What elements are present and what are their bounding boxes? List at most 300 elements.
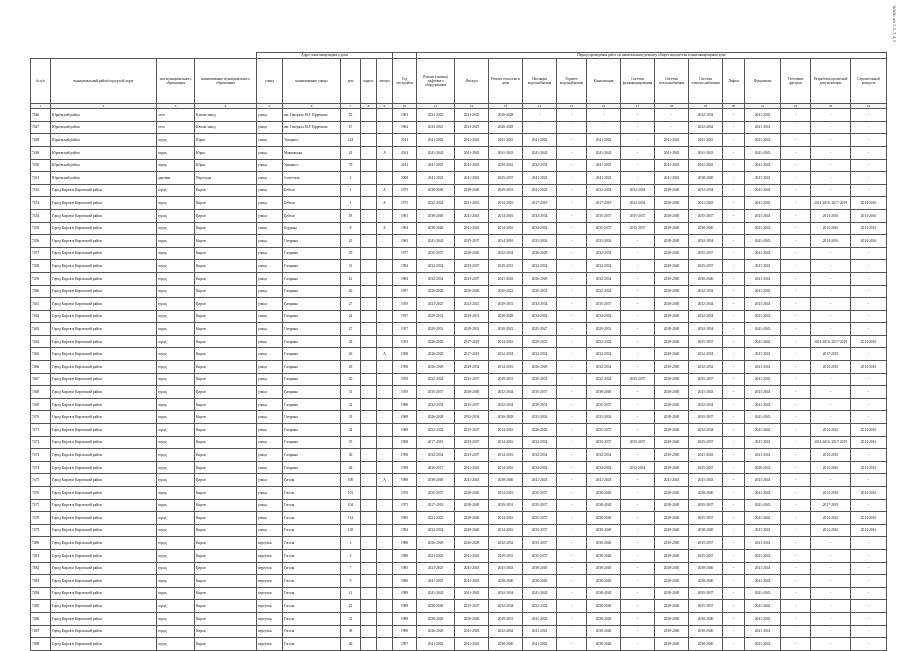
- table-cell: 2041-2043: [689, 159, 723, 172]
- table-cell: -: [811, 272, 851, 285]
- table-cell: Киров: [195, 537, 257, 550]
- table-cell: -: [781, 524, 811, 537]
- table-cell: улица: [257, 159, 283, 172]
- column-header: № п/п: [31, 59, 51, 104]
- table-cell: 2035-2037: [455, 600, 489, 613]
- table-cell: -: [723, 549, 745, 562]
- table-cell: 2029-2031: [489, 373, 523, 386]
- table-cell: 1985: [393, 512, 417, 525]
- table-cell: Город Киров и Кировский район: [51, 260, 157, 273]
- table-cell: 2038-2040: [587, 562, 621, 575]
- table-row: [31, 134, 887, 147]
- table-cell: 2038-2040: [655, 348, 689, 361]
- table-cell: -: [557, 209, 587, 222]
- table-cell: 2038-2040: [587, 575, 621, 588]
- table-cell: 1964: [393, 121, 417, 134]
- table-cell: 2041-2043: [745, 373, 781, 386]
- table-cell: 2032-2034: [587, 373, 621, 386]
- table-cell: 2041-2043: [745, 335, 781, 348]
- table-cell: Киров: [195, 638, 257, 651]
- table-cell: -: [781, 411, 811, 424]
- table-cell: 2038-2040: [655, 600, 689, 613]
- table-cell: [361, 436, 377, 449]
- table-cell: 2041-2043: [745, 159, 781, 172]
- table-cell: город: [157, 222, 195, 235]
- table-cell: город: [157, 625, 195, 638]
- table-cell: 2032-2034: [417, 424, 455, 437]
- table-cell: 2038-2040: [655, 272, 689, 285]
- table-cell: -: [811, 562, 851, 575]
- table-row: [31, 159, 887, 172]
- column-header: муниципальный район/городской округ: [51, 59, 157, 104]
- table-row: [31, 549, 887, 562]
- table-cell: улица: [257, 398, 283, 411]
- table-cell: Юрьевский район: [51, 146, 157, 159]
- table-cell: Киров: [195, 449, 257, 462]
- table-cell: [377, 562, 393, 575]
- table-cell: 2032-2034: [689, 121, 723, 134]
- table-cell: 2035-2037: [689, 461, 723, 474]
- table-cell: 2026-2028: [417, 335, 455, 348]
- table-cell: Юрья: [195, 159, 257, 172]
- table-cell: 2041-2043: [523, 184, 557, 197]
- table-cell: Город Киров и Кировский район: [51, 247, 157, 260]
- table-cell: 7453: [31, 197, 51, 210]
- table-cell: -: [781, 549, 811, 562]
- table-cell: 2038-2040: [689, 575, 723, 588]
- table-cell: Гоголя: [283, 487, 341, 500]
- table-cell: 2041-2043: [587, 146, 621, 159]
- table-cell: 7459: [31, 272, 51, 285]
- table-cell: 7450: [31, 159, 51, 172]
- table-cell: -: [723, 638, 745, 651]
- table-cell: [361, 323, 377, 336]
- table-cell: 2032-2034: [689, 310, 723, 323]
- table-cell: 2041-2043: [523, 587, 557, 600]
- table-cell: -: [811, 549, 851, 562]
- table-cell: -: [621, 549, 655, 562]
- table-cell: 2032-2034: [489, 587, 523, 600]
- table-cell: 2026-2028: [489, 411, 523, 424]
- table-row: [31, 285, 887, 298]
- table-cell: -: [723, 247, 745, 260]
- table-cell: -: [811, 247, 851, 260]
- table-cell: -: [557, 134, 587, 147]
- table-cell: Советская: [283, 172, 341, 185]
- table-cell: Город Киров и Кировский район: [51, 524, 157, 537]
- table-cell: -: [811, 260, 851, 273]
- table-cell: 2035-2037: [455, 235, 489, 248]
- table-cell: 2041-2043: [745, 184, 781, 197]
- table-cell: -: [557, 587, 587, 600]
- table-cell: город: [157, 549, 195, 562]
- table-cell: 2041-2043: [689, 386, 723, 399]
- table-row: [31, 247, 887, 260]
- table-cell: Город Киров и Кировский район: [51, 512, 157, 525]
- table-cell: 2017-2019: [417, 436, 455, 449]
- table-cell: -: [781, 285, 811, 298]
- table-row: [31, 575, 887, 588]
- table-cell: 2035-2037: [523, 487, 557, 500]
- table-cell: 2029-2031: [455, 310, 489, 323]
- table-cell: 2041-2043: [745, 424, 781, 437]
- table-cell: Бебеля: [283, 184, 341, 197]
- table-cell: Город Киров и Кировский район: [51, 272, 157, 285]
- table-cell: 7486: [31, 612, 51, 625]
- table-cell: Киров: [195, 562, 257, 575]
- table-cell: 2017-2019: [455, 348, 489, 361]
- table-row: [31, 184, 887, 197]
- table-cell: [377, 436, 393, 449]
- table-cell: 1958: [393, 361, 417, 374]
- table-cell: Город Киров и Кировский район: [51, 197, 157, 210]
- table-cell: [361, 499, 377, 512]
- table-cell: -: [781, 625, 811, 638]
- table-cell: город: [157, 335, 195, 348]
- table-cell: Гоголя: [283, 587, 341, 600]
- table-row: [31, 310, 887, 323]
- table-cell: [377, 461, 393, 474]
- table-cell: 2026-2028: [417, 348, 455, 361]
- table-cell: 2038-2040: [655, 587, 689, 600]
- table-cell: -: [557, 260, 587, 273]
- table-cell: -: [781, 386, 811, 399]
- table-cell: [377, 587, 393, 600]
- table-cell: 2014-2016: [489, 335, 523, 348]
- table-cell: 1953: [393, 335, 417, 348]
- table-cell: 36: [341, 449, 361, 462]
- table-cell: -: [587, 109, 621, 122]
- table-cell: Город Киров и Кировский район: [51, 386, 157, 399]
- table-cell: 2041-2043: [489, 562, 523, 575]
- table-cell: 2032-2034: [621, 461, 655, 474]
- table-cell: 9: [341, 575, 361, 588]
- table-cell: Киров: [195, 348, 257, 361]
- table-cell: 1959: [393, 298, 417, 311]
- table-cell: 7454: [31, 209, 51, 222]
- table-cell: 2032-2034: [587, 310, 621, 323]
- table-cell: улица: [257, 235, 283, 248]
- table-cell: улица: [257, 449, 283, 462]
- table-cell: -: [781, 424, 811, 437]
- table-cell: 7484: [31, 587, 51, 600]
- table-cell: [361, 625, 377, 638]
- table-cell: -: [621, 235, 655, 248]
- table-cell: 2041-2043: [489, 146, 523, 159]
- table-cell: 2026-2028: [455, 285, 489, 298]
- table-cell: город: [157, 134, 195, 147]
- table-cell: 2032-2034: [489, 386, 523, 399]
- table-cell: 2032-2034: [417, 449, 455, 462]
- table-cell: [377, 247, 393, 260]
- table-cell: 2014-2016: [811, 424, 851, 437]
- table-cell: 101: [341, 487, 361, 500]
- table-cell: Гагарина: [283, 247, 341, 260]
- table-cell: -: [557, 172, 587, 185]
- table-cell: 1984: [393, 272, 417, 285]
- table-cell: -: [723, 625, 745, 638]
- table-cell: 2038-2040: [655, 398, 689, 411]
- table-cell: 2029-2031: [489, 499, 523, 512]
- table-cell: -: [811, 612, 851, 625]
- table-row: [31, 146, 887, 159]
- table-cell: 2014-2016: [811, 512, 851, 525]
- table-cell: [361, 260, 377, 273]
- table-cell: Киров: [195, 625, 257, 638]
- column-number: 11: [417, 104, 455, 109]
- table-cell: 2041-2043: [455, 549, 489, 562]
- table-cell: 35: [341, 436, 361, 449]
- table-cell: -: [781, 109, 811, 122]
- table-cell: 2041-2043: [417, 235, 455, 248]
- table-cell: А: [377, 348, 393, 361]
- table-cell: -: [811, 398, 851, 411]
- table-cell: 2014-2016: [851, 424, 887, 437]
- column-header: корпус: [361, 59, 377, 104]
- table-cell: 2038-2040: [455, 524, 489, 537]
- column-number: 4: [195, 104, 257, 109]
- table-cell: -: [851, 411, 887, 424]
- table-cell: 2038-2040: [523, 575, 557, 588]
- column-header: литера: [377, 59, 393, 104]
- table-cell: Город Киров и Кировский район: [51, 638, 157, 651]
- table-cell: Киров: [195, 512, 257, 525]
- table-cell: [361, 398, 377, 411]
- table-cell: -: [723, 487, 745, 500]
- table-cell: 2041-2043: [745, 474, 781, 487]
- table-cell: 7478: [31, 512, 51, 525]
- table-cell: 2041-2043: [523, 638, 557, 651]
- table-cell: 2035-2037: [455, 424, 489, 437]
- table-cell: [361, 411, 377, 424]
- table-cell: Киров: [195, 285, 257, 298]
- table-row: [31, 373, 887, 386]
- table-cell: 2038-2040: [455, 386, 489, 399]
- table-cell: 2032-2034: [523, 209, 557, 222]
- table-cell: 2041-2043: [745, 600, 781, 613]
- table-cell: 2041-2043: [455, 461, 489, 474]
- table-cell: 2038-2040: [655, 638, 689, 651]
- table-cell: 2032-2034: [689, 323, 723, 336]
- table-cell: -: [811, 310, 851, 323]
- table-cell: [361, 361, 377, 374]
- table-cell: 2041-2043: [745, 172, 781, 185]
- table-cell: 2041-2043: [455, 172, 489, 185]
- table-cell: 2035-2037: [689, 373, 723, 386]
- table-cell: Киров: [195, 587, 257, 600]
- table-cell: -: [851, 549, 887, 562]
- table-cell: [377, 373, 393, 386]
- table-cell: улица: [257, 512, 283, 525]
- table-cell: [377, 121, 393, 134]
- table-cell: [361, 562, 377, 575]
- table-cell: Гагарина: [283, 348, 341, 361]
- table-cell: Гоголя: [283, 600, 341, 613]
- table-cell: 2041-2043: [455, 159, 489, 172]
- table-cell: 2032-2034: [523, 411, 557, 424]
- table-cell: -: [621, 323, 655, 336]
- table-cell: Город Киров и Кировский район: [51, 612, 157, 625]
- table-cell: 7475: [31, 474, 51, 487]
- table-cell: 2032-2034: [689, 235, 723, 248]
- table-cell: 1: [341, 197, 361, 210]
- table-cell: 2014-2016: [489, 487, 523, 500]
- table-cell: 2041-2043: [455, 146, 489, 159]
- table-cell: -: [723, 587, 745, 600]
- table-cell: [377, 285, 393, 298]
- table-cell: -: [621, 361, 655, 374]
- table-cell: 2035-2037: [587, 222, 621, 235]
- table-cell: -: [781, 638, 811, 651]
- table-cell: 2038-2040: [587, 625, 621, 638]
- table-cell: -: [811, 323, 851, 336]
- table-cell: -: [621, 260, 655, 273]
- table-cell: 2032-2034: [587, 235, 621, 248]
- table-cell: 24: [341, 146, 361, 159]
- table-cell: 2038-2040: [655, 524, 689, 537]
- table-cell: 2014-2016: [489, 361, 523, 374]
- table-cell: -: [723, 524, 745, 537]
- table-cell: -: [557, 146, 587, 159]
- table-cell: Город Киров и Кировский район: [51, 235, 157, 248]
- table-cell: 1990: [393, 625, 417, 638]
- table-cell: 79: [341, 159, 361, 172]
- table-cell: 2014-2016: [811, 524, 851, 537]
- column-number: 19: [689, 104, 723, 109]
- table-cell: -: [723, 209, 745, 222]
- table-cell: 2038-2040: [689, 625, 723, 638]
- table-cell: Ключи завод: [195, 121, 257, 134]
- table-cell: Гоголя: [283, 524, 341, 537]
- table-cell: город: [157, 260, 195, 273]
- table-cell: Город Киров и Кировский район: [51, 209, 157, 222]
- table-cell: 2035-2037: [587, 209, 621, 222]
- table-cell: -: [621, 348, 655, 361]
- table-cell: 7473: [31, 449, 51, 462]
- table-cell: Гагарина: [283, 272, 341, 285]
- table-cell: 2035-2037: [455, 449, 489, 462]
- table-cell: [361, 172, 377, 185]
- column-header: Ремонт (замена) лифтового оборудования: [417, 59, 455, 104]
- table-cell: 2041-2043: [745, 285, 781, 298]
- table-cell: 2038-2040: [587, 499, 621, 512]
- table-cell: 1957: [393, 285, 417, 298]
- table-cell: 2: [341, 172, 361, 185]
- table-cell: 2026-2028: [523, 247, 557, 260]
- table-cell: 2035-2037: [689, 537, 723, 550]
- table-cell: 2038-2040: [655, 285, 689, 298]
- table-cell: 2038-2040: [417, 612, 455, 625]
- table-cell: улица: [257, 146, 283, 159]
- table-cell: улица: [257, 323, 283, 336]
- table-cell: Киров: [195, 272, 257, 285]
- table-cell: 2029-2031: [489, 612, 523, 625]
- table-cell: улица: [257, 436, 283, 449]
- table-cell: город: [157, 411, 195, 424]
- table-cell: 2041-2043: [745, 121, 781, 134]
- table-cell: город: [157, 298, 195, 311]
- table-cell: 2035-2037: [587, 298, 621, 311]
- table-cell: 2041-2043: [689, 197, 723, 210]
- table-cell: Киров: [195, 335, 257, 348]
- table-cell: [361, 159, 377, 172]
- table-cell: 2035-2037: [689, 335, 723, 348]
- table-cell: 2032-2034: [417, 272, 455, 285]
- table-cell: 2014-2016: [851, 197, 887, 210]
- table-cell: 2038-2040: [655, 411, 689, 424]
- table-cell: 2032-2034: [587, 184, 621, 197]
- table-cell: 2029-2031: [523, 373, 557, 386]
- table-cell: Киров: [195, 398, 257, 411]
- table-cell: 2038-2040: [587, 537, 621, 550]
- table-cell: -: [723, 562, 745, 575]
- table-cell: 2041-2043: [523, 474, 557, 487]
- table-cell: [377, 549, 393, 562]
- table-cell: Город Киров и Кировский район: [51, 411, 157, 424]
- table-cell: 2038-2040: [455, 184, 489, 197]
- table-cell: -: [851, 587, 887, 600]
- table-cell: -: [621, 524, 655, 537]
- table-cell: 2032-2034: [689, 184, 723, 197]
- table-cell: 2038-2040: [689, 272, 723, 285]
- table-row: [31, 524, 887, 537]
- table-cell: 8: [341, 222, 361, 235]
- table-cell: 2035-2037: [417, 487, 455, 500]
- table-cell: -: [781, 373, 811, 386]
- table-cell: -: [621, 109, 655, 122]
- table-cell: 2032-2034: [455, 411, 489, 424]
- table-cell: 67: [341, 121, 361, 134]
- table-row: [31, 537, 887, 550]
- table-cell: -: [781, 222, 811, 235]
- table-cell: 1963: [393, 109, 417, 122]
- table-cell: -: [621, 625, 655, 638]
- table-cell: 2035-2037: [523, 499, 557, 512]
- table-cell: Бебеля: [283, 209, 341, 222]
- table-cell: -: [781, 335, 811, 348]
- table-cell: -: [557, 348, 587, 361]
- table-cell: улица: [257, 474, 283, 487]
- table-cell: 2038-2040: [655, 310, 689, 323]
- table-cell: 2032-2034: [489, 625, 523, 638]
- table-cell: 2014-2016: [811, 487, 851, 500]
- table-cell: 2035-2037: [689, 247, 723, 260]
- table-cell: 2020-2022: [489, 285, 523, 298]
- table-row: [31, 612, 887, 625]
- table-cell: 7463: [31, 323, 51, 336]
- table-cell: 2035-2037: [523, 386, 557, 399]
- table-cell: 1976: [393, 487, 417, 500]
- table-cell: -: [621, 398, 655, 411]
- table-cell: [361, 272, 377, 285]
- table-cell: 3: [341, 537, 361, 550]
- table-cell: 2041-2043: [745, 411, 781, 424]
- table-cell: -: [723, 600, 745, 613]
- table-cell: [377, 600, 393, 613]
- table-cell: [361, 109, 377, 122]
- table-cell: город: [157, 524, 195, 537]
- table-cell: Киров: [195, 487, 257, 500]
- table-row: [31, 600, 887, 613]
- table-cell: -: [557, 411, 587, 424]
- table-cell: 2038-2040: [417, 184, 455, 197]
- column-number: 9: [377, 104, 393, 109]
- table-cell: Город Киров и Кировский район: [51, 461, 157, 474]
- table-cell: 2032-2034: [587, 411, 621, 424]
- table-cell: Гагарина: [283, 298, 341, 311]
- table-cell: улица: [257, 222, 283, 235]
- table-cell: -: [723, 298, 745, 311]
